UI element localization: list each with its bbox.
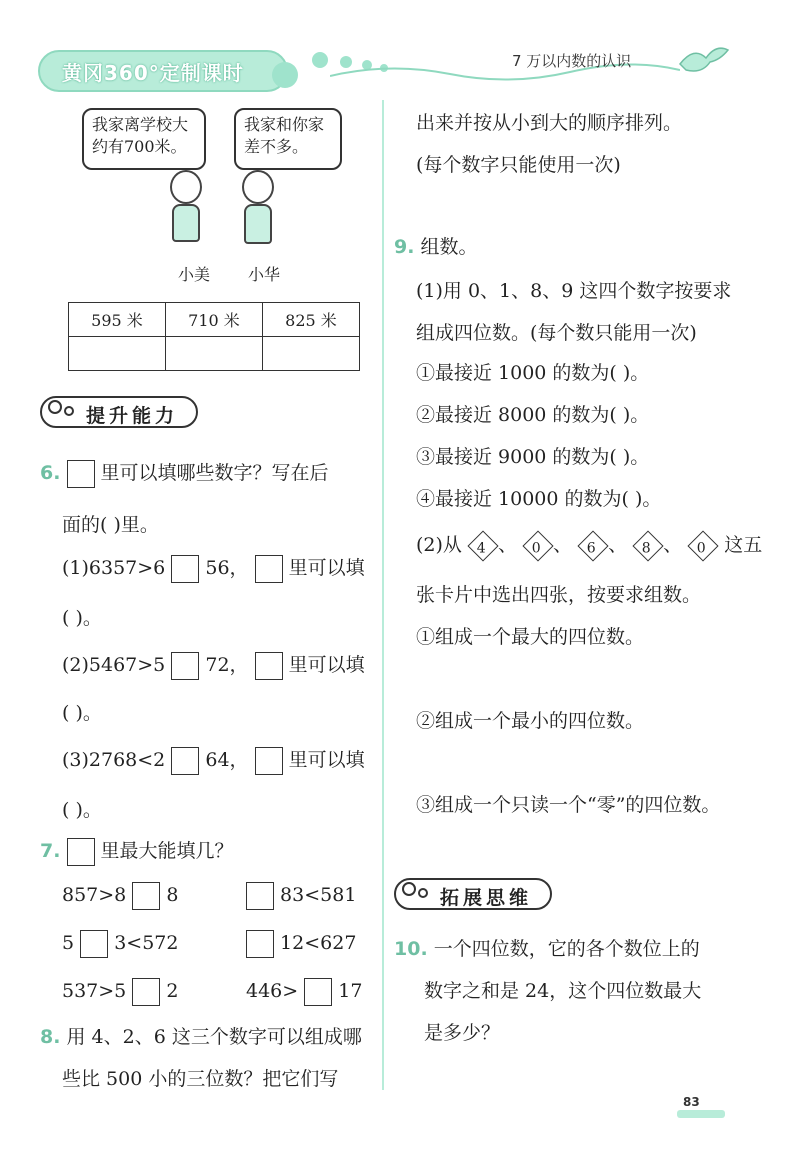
q9-p2-line1: (2)从 4 、 0 、 6 、 8 、 0 这五 (416, 530, 762, 557)
answer-box[interactable] (67, 838, 95, 866)
distance-table (68, 302, 360, 371)
q6-part1-answer: ( )。 (62, 607, 102, 629)
page-number-bar (677, 1110, 725, 1118)
question-10: 10. 一个四位数，它的各个数位上的 (394, 938, 700, 960)
q9-item-4: ④最接近 10000 的数为( )。 (416, 488, 662, 510)
q10-line3: 是多少？ (424, 1022, 501, 1044)
page-number: 83 (683, 1095, 700, 1109)
q8-line4: (每个数字只能使用一次) (416, 154, 621, 176)
number-card: 6 (578, 530, 609, 561)
series-title: 黄冈360°定制课时 (62, 61, 244, 85)
question-7: 7. 里最大能填几？ (40, 836, 234, 866)
answer-cell[interactable] (69, 337, 166, 371)
q6-part3-answer: ( )。 (62, 799, 102, 821)
q6-line2: 面的( )里。 (62, 514, 159, 536)
question-8: 8. 用 4、2、6 这三个数字可以组成哪 (40, 1026, 362, 1048)
girl-figure (170, 170, 202, 204)
answer-box[interactable] (246, 882, 274, 910)
answer-cell[interactable] (263, 337, 360, 371)
number-card: 0 (688, 530, 719, 561)
boy-figure (242, 170, 274, 204)
column-divider (382, 100, 384, 1090)
q7-item-e: 537>5 2 (62, 978, 178, 1006)
q7-item-b: 83<581 (246, 882, 356, 910)
q6-part3: (3)2768<2 64， 里可以填 (62, 745, 365, 775)
q9-req-3: ③组成一个只读一个“零”的四位数。 (416, 794, 721, 816)
q9-req-2: ②组成一个最小的四位数。 (416, 710, 645, 732)
number-card: 0 (522, 530, 553, 561)
answer-box[interactable] (171, 747, 199, 775)
section-title-thinking: 拓展思维 (394, 878, 552, 910)
number-card: 4 (467, 530, 498, 561)
question-6: 6. 里可以填哪些数字？写在后 (40, 458, 329, 488)
answer-box[interactable] (171, 555, 199, 583)
q9-p1-line2: 组成四位数。(每个数只能用一次) (416, 322, 697, 344)
answer-box[interactable] (171, 652, 199, 680)
q9-p2-line2: 张卡片中选出四张，按要求组数。 (416, 584, 702, 606)
xiaomei-name: 小美 (178, 265, 211, 284)
answer-box[interactable] (67, 460, 95, 488)
header-dot (272, 62, 298, 88)
answer-cell[interactable] (166, 337, 263, 371)
q8-line3: 出来并按从小到大的顺序排列。 (416, 112, 683, 134)
q6-part2: (2)5467>5 72， 里可以填 (62, 650, 365, 680)
speech-bubble-xiaomei: 我家离学校大 约有700米。 (82, 108, 206, 170)
xiaohua-name: 小华 (248, 265, 281, 284)
q9-item-2: ②最接近 8000 的数为( )。 (416, 404, 650, 426)
header-dot (312, 52, 328, 68)
q7-item-f: 446> 17 (246, 978, 362, 1006)
distance-cell: 825 米 (263, 303, 360, 337)
question-9: 9. 组数。 (394, 236, 478, 258)
q7-item-d: 12<627 (246, 930, 356, 958)
answer-box[interactable] (80, 930, 108, 958)
answer-box[interactable] (246, 930, 274, 958)
distance-cell: 710 米 (166, 303, 263, 337)
speech-bubble-xiaohua: 我家和你家 差不多。 (234, 108, 342, 170)
answer-box[interactable] (132, 882, 160, 910)
distance-cell: 595 米 (69, 303, 166, 337)
q7-item-c: 5 3<572 (62, 930, 178, 958)
chapter-title: 7 万以内数的认识 (512, 52, 632, 70)
q9-item-3: ③最接近 9000 的数为( )。 (416, 446, 650, 468)
q9-item-1: ①最接近 1000 的数为( )。 (416, 362, 650, 384)
bird-icon (676, 40, 732, 76)
section-title-ability: 提升能力 (40, 396, 198, 428)
q9-p1-line1: (1)用 0、1、8、9 这四个数字按要求 (416, 280, 732, 302)
answer-box[interactable] (132, 978, 160, 1006)
boy-body (244, 204, 272, 244)
q10-line2: 数字之和是 24，这个四位数最大 (424, 980, 702, 1002)
q9-req-1: ①组成一个最大的四位数。 (416, 626, 645, 648)
girl-body (172, 204, 200, 242)
number-card: 8 (633, 530, 664, 561)
answer-box[interactable] (255, 555, 283, 583)
answer-box[interactable] (255, 747, 283, 775)
answer-box[interactable] (255, 652, 283, 680)
q7-item-a: 857>8 8 (62, 882, 178, 910)
q8-line2: 些比 500 小的三位数？把它们写 (62, 1068, 339, 1090)
q6-part1: (1)6357>6 56， 里可以填 (62, 553, 365, 583)
answer-box[interactable] (304, 978, 332, 1006)
q6-part2-answer: ( )。 (62, 702, 102, 724)
